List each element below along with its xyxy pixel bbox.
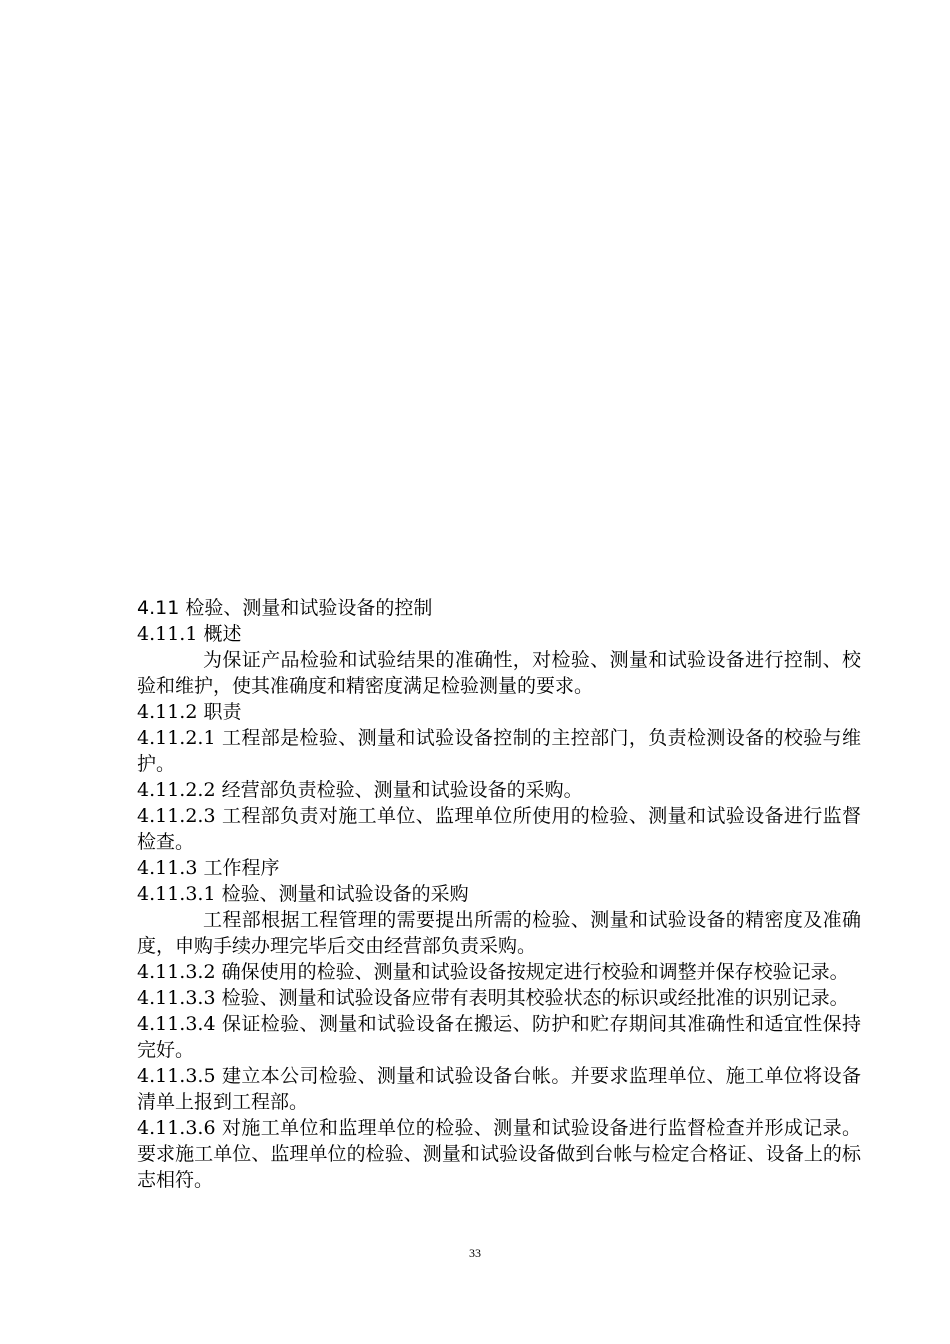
paragraph-4-11-3-1-title: 4.11.3.1 检验、测量和试验设备的采购: [137, 883, 469, 905]
subsection-title-responsibilities: 4.11.2 职责: [137, 701, 242, 723]
paragraph-4-11-3-6: 4.11.3.6 对施工单位和监理单位的检验、测量和试验设备进行监督检查并形成记录。要求施工单位、监理单位的检验、测量和试验设备做到台帐与检定合格证、设备上的标志相符。: [137, 1117, 861, 1191]
subsection-title-overview: 4.11.1 概述: [137, 623, 242, 645]
paragraph-4-11-3-4: 4.11.3.4 保证检验、测量和试验设备在搬运、防护和贮存期间其准确性和适宜性保持完好。: [137, 1013, 861, 1061]
overview-paragraph: 为保证产品检验和试验结果的准确性，对检验、测量和试验设备进行控制、校验和维护，使其准确度和精密度满足检验测量的要求。: [137, 649, 861, 697]
page-number: 33: [469, 1246, 481, 1260]
paragraph-4-11-2-1: 4.11.2.1 工程部是检验、测量和试验设备控制的主控部门，负责检测设备的校验与维护。: [137, 727, 861, 775]
section-heading: 4.11 检验、测量和试验设备的控制: [137, 597, 433, 619]
paragraph-4-11-2-3: 4.11.2.3 工程部负责对施工单位、监理单位所使用的检验、测量和试验设备进行监督检查。: [137, 805, 861, 853]
paragraph-4-11-3-1-body: 工程部根据工程管理的需要提出所需的检验、测量和试验设备的精密度及准确度，申购手续办理完毕后交由经营部负责采购。: [137, 909, 861, 957]
subsection-title-procedure: 4.11.3 工作程序: [137, 857, 280, 879]
paragraph-4-11-3-5: 4.11.3.5 建立本公司检验、测量和试验设备台帐。并要求监理单位、施工单位将设备清单上报到工程部。: [137, 1065, 861, 1113]
document-body: [137, 595, 861, 1193]
paragraph-4-11-3-3: 4.11.3.3 检验、测量和试验设备应带有表明其校验状态的标识或经批准的识别记录。: [137, 987, 849, 1009]
paragraph-4-11-2-2: 4.11.2.2 经营部负责检验、测量和试验设备的采购。: [137, 779, 583, 801]
paragraph-4-11-3-2: 4.11.3.2 确保使用的检验、测量和试验设备按规定进行校验和调整并保存校验记录。: [137, 961, 849, 983]
